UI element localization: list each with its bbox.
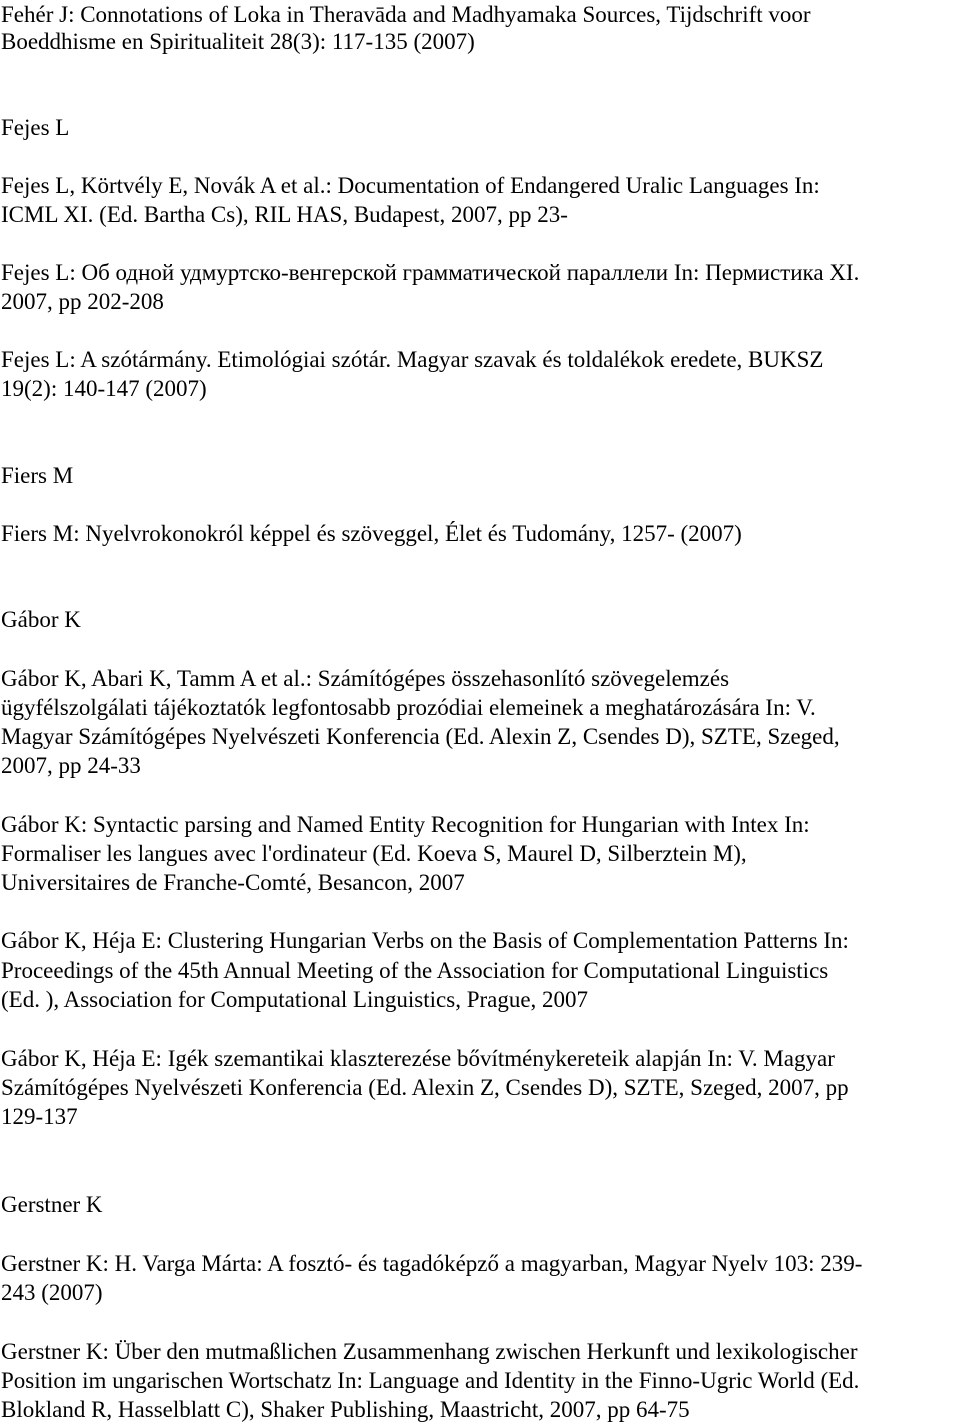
text-line: Fehér J: Connotations of Loka in Theravāda and Madhyamaka Sources, Tijdschrift voor (1, 2, 811, 27)
author-heading: Fiers M (1, 463, 74, 488)
author-heading: Gábor K (1, 607, 81, 632)
text-line: ICML XI. (Ed. Bartha Cs), RIL HAS, Budapest, 2007, pp 23- (1, 202, 568, 227)
author-heading: Gerstner K (1, 1192, 103, 1217)
text-line: Gábor K, Héja E: Clustering Hungarian Verbs on the Basis of Complementation Patterns In: (1, 928, 849, 953)
text-line: 19(2): 140-147 (2007) (1, 376, 207, 401)
text-line: Számítógépes Nyelvészeti Konferencia (Ed. Alexin Z, Csendes D), SZTE, Szeged, 2007, pp (1, 1075, 849, 1100)
text-line: ügyfélszolgálati tájékoztatók legfontosabb prozódiai elemeinek a meghatározására In: V. (1, 695, 816, 720)
text-line: Universitaires de Franche-Comté, Besancon, 2007 (1, 870, 465, 895)
text-line: Fejes L: Об одной удмуртско-венгерской грамматической параллели In: Пермистика XI. (1, 260, 860, 285)
text-line: 243 (2007) (1, 1280, 103, 1305)
text-line: 129-137 (1, 1104, 78, 1129)
text-line: Fiers M: Nyelvrokonokról képpel és szöveggel, Élet és Tudomány, 1257- (2007) (1, 521, 742, 546)
text-line: Gerstner K: Über den mutmaßlichen Zusammenhang zwischen Herkunft und lexikologischer (1, 1339, 858, 1364)
text-line: Gábor K, Héja E: Igék szemantikai klaszterezése bővítménykereteik alapján In: V. Magyar (1, 1046, 835, 1071)
text-line: 2007, pp 202-208 (1, 289, 164, 314)
text-line: Boeddhisme en Spiritualiteit 28(3): 117-135 (2007) (1, 29, 475, 54)
text-line: 2007, pp 24-33 (1, 753, 141, 778)
text-line: Blokland R, Hasselblatt C), Shaker Publishing, Maastricht, 2007, pp 64-75 (1, 1397, 690, 1422)
text-line: Proceedings of the 45th Annual Meeting of the Association for Computational Linguistics (1, 958, 829, 983)
text-line: (Ed. ), Association for Computational Linguistics, Prague, 2007 (1, 987, 589, 1012)
author-heading: Fejes L (1, 115, 70, 140)
text-line: Position im ungarischen Wortschatz In: Language and Identity in the Finno-Ugric World (Ed. (1, 1368, 860, 1393)
text-line: Formaliser les langues avec l'ordinateur (Ed. Koeva S, Maurel D, Silberztein M), (1, 841, 747, 866)
text-line: Gábor K, Abari K, Tamm A et al.: Számítógépes összehasonlító szövegelemzés (1, 666, 730, 691)
text-line: Gerstner K: H. Varga Márta: A fosztó- és tagadóképző a magyarban, Magyar Nyelv 103: 239- (1, 1251, 863, 1276)
text-line: Fejes L: A szótármány. Etimológiai szótár. Magyar szavak és toldalékok eredete, BUKSZ (1, 347, 824, 372)
text-line: Magyar Számítógépes Nyelvészeti Konferencia (Ed. Alexin Z, Csendes D), SZTE, Szeged, (1, 724, 840, 749)
text-line: Fejes L, Körtvély E, Novák A et al.: Documentation of Endangered Uralic Languages In: (1, 173, 820, 198)
text-line: Gábor K: Syntactic parsing and Named Entity Recognition for Hungarian with Intex In: (1, 812, 810, 837)
